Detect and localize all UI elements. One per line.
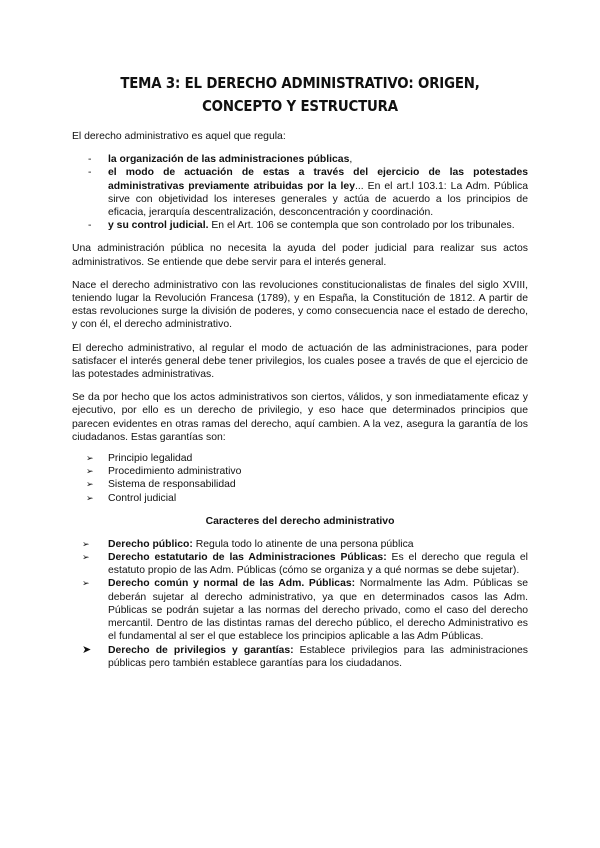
list-item	[72, 538, 528, 551]
item-text: ,	[349, 154, 353, 166]
list-item	[72, 644, 528, 670]
dash-marker: -	[88, 220, 92, 232]
dash-marker: -	[88, 154, 92, 166]
arrow-marker: ➢	[82, 538, 90, 549]
item-bold: Derecho de privilegios y garantías:	[108, 644, 294, 656]
arrow-marker: ➢	[82, 578, 90, 589]
item-bold: el modo de actuación de estas a través del ejercicio de las potestades administrativas previamente atribuidas por la ley	[108, 167, 528, 192]
caracteres-list	[72, 538, 528, 670]
paragraph-origen: Nace el derecho administrativo con las revoluciones constitucionalistas de finales del siglo XVIII, teniendo lugar la Revolución Francesa (1789), y en España, la Constitución de 1812. A partir de estas revoluciones surge la división de poderes, y como consecuencia nace el estado de derecho, y con él, el derecho administrativo.	[72, 279, 528, 331]
list-item	[72, 153, 528, 166]
item-text: Establece privilegios para las administraciones públicas pero también establece garantías para los ciudadanos.	[108, 644, 528, 669]
list-item	[72, 492, 528, 505]
paragraph-privilegios: El derecho administrativo, al regular el modo de actuación de las administraciones, para poder satisfacer el interés general debe tener privilegios, los cuales posee a través de que el ejercicio de las potestades administrativas.	[72, 342, 528, 381]
garantias-list	[72, 452, 528, 505]
list-item	[72, 452, 528, 465]
item-text: Normalmente las Adm. Públicas se deberán sujetar al derecho administrativo, ya que en determinados casos las Adm. Públicas se podrán sujetar a las normas del derecho privado, como el caso del derecho mercantil. Dentro de las distintas ramas del derecho público, el derecho Administrativo es el fundamental al ser el que establece los principios aplicable a las Adm Públicas.	[108, 578, 529, 643]
item-bold: y su control judicial.	[108, 220, 209, 232]
item-text: Sistema de responsabilidad	[108, 479, 236, 491]
arrow-marker: ➤	[82, 643, 92, 656]
item-text: Regula todo lo atinente de una persona pública	[192, 538, 414, 550]
item-text: Es el derecho que regula el estatuto propio de las Adm. Públicas (cómo se organiza y a qué normas se debe sujetar).	[108, 552, 528, 577]
regula-list	[72, 153, 528, 232]
list-item	[72, 219, 528, 232]
item-bold: Derecho público:	[108, 538, 193, 550]
list-item	[72, 478, 528, 491]
arrow-marker: ➢	[86, 479, 94, 490]
document-title: TEMA 3: EL DERECHO ADMINISTRATIVO: ORIGEN, CONCEPTO Y ESTRUCTURA	[120, 74, 480, 115]
paragraph-garantias: Se da por hecho que los actos administrativos son ciertos, válidos, y son inmediatamente eficaz y ejecutivo, por ello es un derecho de privilegio, y eso hace que determinados principios que parecen evidentes en otras ramas del derecho, aquí cambien. A la vez, asegura la garantía de los ciudadanos. Estas garantías son:	[72, 392, 528, 443]
list-item	[72, 551, 528, 577]
arrow-marker: ➢	[86, 492, 94, 503]
section-heading: Caracteres del derecho administrativo	[205, 515, 395, 527]
item-text: En el Art. 106 se contempla que son controlado por los tribunales.	[208, 220, 515, 232]
item-bold: Derecho estatutario de las Administraciones Públicas:	[108, 552, 387, 564]
arrow-marker: ➢	[82, 552, 90, 563]
item-text: ... En el art.l 103.1: La Adm. Pública sirve con objetividad los intereses generales y actúa de acuerdo a los principios de eficacia, jerarquía descentralización, desconcentración y coordinación.	[108, 180, 528, 219]
item-bold: Derecho común y normal de las Adm. Públicas:	[108, 578, 356, 590]
item-text: Control judicial	[108, 492, 177, 504]
item-text: Principio legalidad	[108, 453, 193, 465]
item-bold: la organización de las administraciones públicas	[108, 154, 350, 166]
dash-marker: -	[88, 167, 92, 179]
paragraph-poder-judicial: Una administración pública no necesita la ayuda del poder judicial para realizar sus actos administrativos. Se entiende que debe servir para el interés general.	[72, 243, 528, 268]
list-item	[72, 577, 528, 643]
arrow-marker: ➢	[86, 466, 94, 477]
list-item	[72, 465, 528, 478]
list-item	[72, 166, 528, 219]
item-text: Procedimiento administrativo	[108, 466, 242, 478]
arrow-marker: ➢	[86, 453, 94, 464]
intro-paragraph: El derecho administrativo es aquel que regula:	[72, 131, 286, 142]
